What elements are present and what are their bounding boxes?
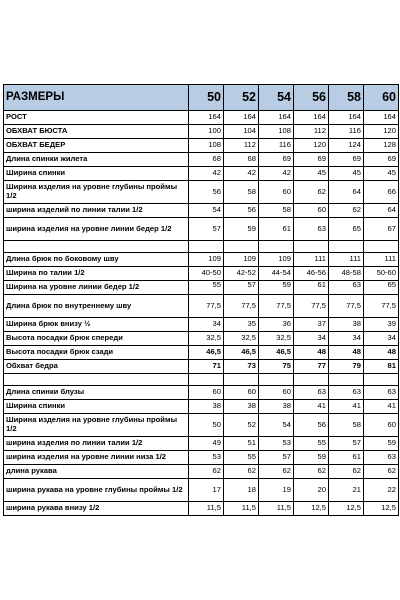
size-value-cell: 44-54 xyxy=(259,267,294,281)
size-value-cell: 32,5 xyxy=(224,332,259,346)
size-value-cell: 62 xyxy=(364,465,399,479)
size-value-cell: 38 xyxy=(189,400,224,414)
table-row xyxy=(4,153,399,167)
size-value-cell: 77,5 xyxy=(259,295,294,318)
table-row xyxy=(4,374,399,386)
size-value-cell: 46,5 xyxy=(259,346,294,360)
table-row xyxy=(4,360,399,374)
row-label: длина рукава xyxy=(4,465,189,479)
size-value-cell: 52 xyxy=(224,414,259,437)
size-value-cell: 69 xyxy=(259,153,294,167)
size-value-cell: 164 xyxy=(294,111,329,125)
size-value-cell: 100 xyxy=(189,125,224,139)
size-value-cell: 109 xyxy=(224,253,259,267)
row-label xyxy=(4,374,189,386)
header-size: 54 xyxy=(259,85,294,111)
size-value-cell: 46-56 xyxy=(294,267,329,281)
size-value-cell: 36 xyxy=(259,318,294,332)
header-size: 56 xyxy=(294,85,329,111)
size-value-cell: 63 xyxy=(364,451,399,465)
size-value-cell: 77,5 xyxy=(364,295,399,318)
size-value-cell: 35 xyxy=(224,318,259,332)
size-value-cell: 58 xyxy=(224,181,259,204)
size-value-cell xyxy=(364,374,399,386)
row-label: ширина рукава на уровне глубины проймы 1/2 xyxy=(4,479,189,502)
size-value-cell: 22 xyxy=(364,479,399,502)
size-value-cell: 104 xyxy=(224,125,259,139)
size-value-cell: 111 xyxy=(329,253,364,267)
size-value-cell: 50 xyxy=(189,414,224,437)
size-value-cell: 62 xyxy=(329,204,364,218)
size-value-cell xyxy=(189,241,224,253)
size-value-cell: 81 xyxy=(364,360,399,374)
table-row xyxy=(4,479,399,502)
size-value-cell: 12,5 xyxy=(329,502,364,516)
size-value-cell: 120 xyxy=(364,125,399,139)
size-value-cell: 111 xyxy=(294,253,329,267)
table-row xyxy=(4,111,399,125)
row-label: Ширина спинки xyxy=(4,167,189,181)
size-value-cell xyxy=(329,241,364,253)
size-value-cell: 77,5 xyxy=(224,295,259,318)
table-header-row xyxy=(4,85,399,111)
size-value-cell: 55 xyxy=(189,281,224,295)
table-row xyxy=(4,437,399,451)
row-label: Высота посадки брюк спереди xyxy=(4,332,189,346)
size-value-cell: 46,5 xyxy=(224,346,259,360)
table-row xyxy=(4,181,399,204)
size-value-cell: 77,5 xyxy=(189,295,224,318)
size-value-cell: 77 xyxy=(294,360,329,374)
row-label: Ширина на уровне линии бедер 1/2 xyxy=(4,281,189,295)
size-value-cell: 12,5 xyxy=(364,502,399,516)
size-value-cell: 120 xyxy=(294,139,329,153)
size-value-cell: 57 xyxy=(259,451,294,465)
row-label: ширина изделия на уровне линии бедер 1/2 xyxy=(4,218,189,241)
size-value-cell: 57 xyxy=(224,281,259,295)
size-value-cell: 60 xyxy=(259,181,294,204)
size-value-cell: 68 xyxy=(189,153,224,167)
size-value-cell: 48 xyxy=(294,346,329,360)
size-value-cell: 41 xyxy=(294,400,329,414)
size-value-cell: 63 xyxy=(294,218,329,241)
size-value-cell: 65 xyxy=(364,281,399,295)
size-value-cell: 48 xyxy=(364,346,399,360)
size-value-cell: 164 xyxy=(189,111,224,125)
size-value-cell: 116 xyxy=(259,139,294,153)
size-value-cell: 66 xyxy=(364,181,399,204)
row-label: Обхват бедра xyxy=(4,360,189,374)
size-value-cell: 61 xyxy=(259,218,294,241)
size-value-cell: 38 xyxy=(224,400,259,414)
size-value-cell: 62 xyxy=(189,465,224,479)
header-size: 50 xyxy=(189,85,224,111)
header-size: 60 xyxy=(364,85,399,111)
row-label: Длина брюк по боковому шву xyxy=(4,253,189,267)
size-value-cell: 109 xyxy=(189,253,224,267)
size-value-cell: 12,5 xyxy=(294,502,329,516)
size-value-cell: 64 xyxy=(364,204,399,218)
table-row xyxy=(4,318,399,332)
size-value-cell: 60 xyxy=(259,386,294,400)
size-value-cell: 77,5 xyxy=(294,295,329,318)
size-value-cell: 68 xyxy=(224,153,259,167)
size-value-cell: 57 xyxy=(329,437,364,451)
size-value-cell: 54 xyxy=(259,414,294,437)
size-value-cell: 73 xyxy=(224,360,259,374)
size-value-cell: 56 xyxy=(189,181,224,204)
table-row xyxy=(4,346,399,360)
table-row xyxy=(4,281,399,295)
size-value-cell: 11,5 xyxy=(189,502,224,516)
size-value-cell: 42 xyxy=(224,167,259,181)
size-value-cell: 20 xyxy=(294,479,329,502)
size-value-cell: 59 xyxy=(294,451,329,465)
size-table xyxy=(3,84,399,516)
row-label: ширина изделия по линии талии 1/2 xyxy=(4,437,189,451)
size-value-cell: 64 xyxy=(329,181,364,204)
size-value-cell: 63 xyxy=(294,386,329,400)
size-value-cell xyxy=(224,374,259,386)
size-value-cell: 56 xyxy=(224,204,259,218)
size-value-cell: 55 xyxy=(224,451,259,465)
size-value-cell: 124 xyxy=(329,139,364,153)
size-value-cell: 56 xyxy=(294,414,329,437)
size-value-cell: 79 xyxy=(329,360,364,374)
size-value-cell: 45 xyxy=(364,167,399,181)
row-label: ширина изделия на уровне линии низа 1/2 xyxy=(4,451,189,465)
size-value-cell: 60 xyxy=(294,204,329,218)
size-value-cell: 59 xyxy=(224,218,259,241)
size-value-cell: 69 xyxy=(329,153,364,167)
size-value-cell: 34 xyxy=(364,332,399,346)
size-value-cell: 63 xyxy=(329,281,364,295)
table-row xyxy=(4,218,399,241)
size-value-cell: 11,5 xyxy=(224,502,259,516)
size-value-cell: 53 xyxy=(259,437,294,451)
size-value-cell: 164 xyxy=(329,111,364,125)
row-label: Длина брюк по внутреннему шву xyxy=(4,295,189,318)
size-value-cell: 21 xyxy=(329,479,364,502)
row-label: Ширина изделия на уровне глубины проймы 1/2 xyxy=(4,414,189,437)
table-row xyxy=(4,167,399,181)
size-value-cell: 42 xyxy=(259,167,294,181)
size-value-cell: 116 xyxy=(329,125,364,139)
size-value-cell xyxy=(294,241,329,253)
table-row xyxy=(4,295,399,318)
header-size: 52 xyxy=(224,85,259,111)
size-value-cell: 11,5 xyxy=(259,502,294,516)
size-value-cell: 62 xyxy=(224,465,259,479)
size-value-cell: 75 xyxy=(259,360,294,374)
size-value-cell: 48-58 xyxy=(329,267,364,281)
table-row xyxy=(4,332,399,346)
row-label: РОСТ xyxy=(4,111,189,125)
size-value-cell: 62 xyxy=(294,181,329,204)
size-value-cell: 41 xyxy=(364,400,399,414)
size-value-cell: 164 xyxy=(224,111,259,125)
size-value-cell xyxy=(224,241,259,253)
size-value-cell: 112 xyxy=(294,125,329,139)
size-value-cell: 58 xyxy=(329,414,364,437)
row-label: ОБХВАТ БЕДЕР xyxy=(4,139,189,153)
row-label: Ширина по талии 1/2 xyxy=(4,267,189,281)
size-value-cell: 63 xyxy=(329,386,364,400)
row-label: ОБХВАТ БЮСТА xyxy=(4,125,189,139)
table-row xyxy=(4,386,399,400)
size-value-cell: 17 xyxy=(189,479,224,502)
size-value-cell xyxy=(189,374,224,386)
size-value-cell xyxy=(329,374,364,386)
size-value-cell: 50-60 xyxy=(364,267,399,281)
size-value-cell: 34 xyxy=(294,332,329,346)
size-value-cell: 164 xyxy=(259,111,294,125)
size-value-cell: 62 xyxy=(259,465,294,479)
size-value-cell: 61 xyxy=(294,281,329,295)
size-value-cell: 41 xyxy=(329,400,364,414)
size-value-cell: 59 xyxy=(259,281,294,295)
size-value-cell: 65 xyxy=(329,218,364,241)
size-value-cell: 71 xyxy=(189,360,224,374)
size-value-cell: 60 xyxy=(364,414,399,437)
row-label: Длина спинки жилета xyxy=(4,153,189,167)
row-label xyxy=(4,241,189,253)
header-size: 58 xyxy=(329,85,364,111)
size-value-cell: 109 xyxy=(259,253,294,267)
size-value-cell: 69 xyxy=(294,153,329,167)
size-value-cell: 58 xyxy=(259,204,294,218)
table-row xyxy=(4,125,399,139)
row-label: Ширина спинки xyxy=(4,400,189,414)
row-label: Ширина брюк внизу ½ xyxy=(4,318,189,332)
row-label: Длина спинки блузы xyxy=(4,386,189,400)
table-row xyxy=(4,451,399,465)
size-value-cell: 63 xyxy=(364,386,399,400)
size-value-cell: 39 xyxy=(364,318,399,332)
size-value-cell: 42 xyxy=(189,167,224,181)
header-label: РАЗМЕРЫ xyxy=(4,85,189,111)
table-row xyxy=(4,253,399,267)
table-row xyxy=(4,267,399,281)
size-chart xyxy=(0,84,400,516)
size-value-cell: 46,5 xyxy=(189,346,224,360)
size-value-cell: 32,5 xyxy=(259,332,294,346)
size-value-cell: 40-50 xyxy=(189,267,224,281)
size-value-cell: 32,5 xyxy=(189,332,224,346)
table-row xyxy=(4,241,399,253)
table-row xyxy=(4,139,399,153)
size-value-cell: 45 xyxy=(329,167,364,181)
size-value-cell: 19 xyxy=(259,479,294,502)
size-value-cell: 18 xyxy=(224,479,259,502)
size-value-cell: 49 xyxy=(189,437,224,451)
size-value-cell: 53 xyxy=(189,451,224,465)
row-label: ширина рукава внизу 1/2 xyxy=(4,502,189,516)
table-row xyxy=(4,400,399,414)
row-label: Ширина изделия на уровне глубины проймы 1/2 xyxy=(4,181,189,204)
table-row xyxy=(4,502,399,516)
size-value-cell: 77,5 xyxy=(329,295,364,318)
size-value-cell: 61 xyxy=(329,451,364,465)
size-value-cell: 108 xyxy=(189,139,224,153)
row-label: ширина изделий по линии талии 1/2 xyxy=(4,204,189,218)
size-value-cell: 38 xyxy=(259,400,294,414)
size-value-cell: 45 xyxy=(294,167,329,181)
size-value-cell: 62 xyxy=(294,465,329,479)
table-row xyxy=(4,204,399,218)
size-value-cell: 48 xyxy=(329,346,364,360)
size-value-cell xyxy=(294,374,329,386)
size-value-cell: 42-52 xyxy=(224,267,259,281)
size-value-cell: 112 xyxy=(224,139,259,153)
size-value-cell: 34 xyxy=(329,332,364,346)
size-value-cell: 60 xyxy=(189,386,224,400)
size-value-cell xyxy=(259,374,294,386)
size-value-cell: 111 xyxy=(364,253,399,267)
size-value-cell: 67 xyxy=(364,218,399,241)
size-value-cell: 108 xyxy=(259,125,294,139)
size-value-cell: 69 xyxy=(364,153,399,167)
size-value-cell: 38 xyxy=(329,318,364,332)
size-value-cell: 51 xyxy=(224,437,259,451)
size-value-cell: 128 xyxy=(364,139,399,153)
size-value-cell: 164 xyxy=(364,111,399,125)
size-value-cell: 55 xyxy=(294,437,329,451)
size-value-cell: 54 xyxy=(189,204,224,218)
size-value-cell: 60 xyxy=(224,386,259,400)
size-value-cell: 62 xyxy=(329,465,364,479)
size-value-cell xyxy=(259,241,294,253)
size-value-cell: 37 xyxy=(294,318,329,332)
size-value-cell xyxy=(364,241,399,253)
size-value-cell: 57 xyxy=(189,218,224,241)
size-value-cell: 59 xyxy=(364,437,399,451)
table-row xyxy=(4,414,399,437)
row-label: Высота посадки брюк сзади xyxy=(4,346,189,360)
table-row xyxy=(4,465,399,479)
size-value-cell: 34 xyxy=(189,318,224,332)
